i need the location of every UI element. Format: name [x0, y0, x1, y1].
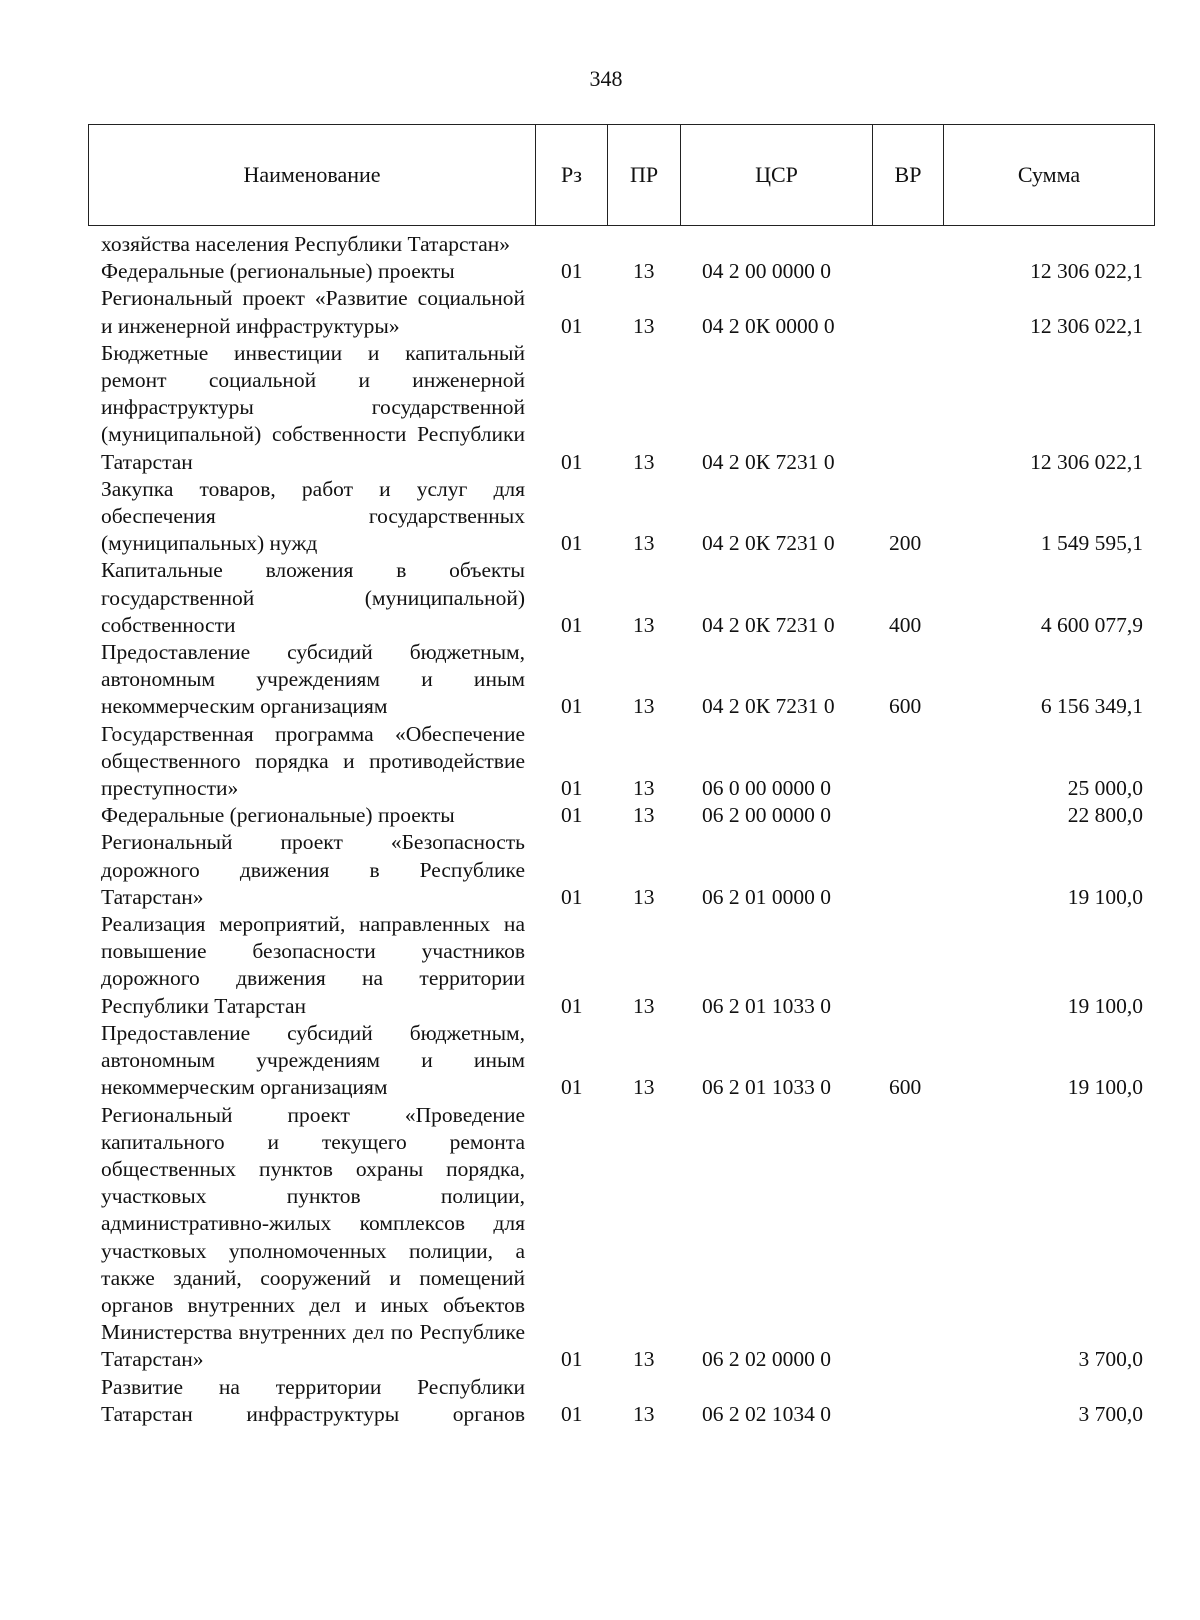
row-csr: 06 2 01 1033 0: [702, 1075, 831, 1100]
row-name: хозяйства населения Республики Татарстан»: [101, 232, 511, 256]
row-pr: 13: [633, 1075, 655, 1100]
row-name: Предоставление субсидий бюджетным, автономным учреждениям и иным некоммерческим организациям: [101, 640, 525, 719]
table-row: [0, 1102, 1200, 1374]
row-sum: 19 100,0: [1067, 884, 1143, 909]
header-name: Наименование: [89, 125, 536, 225]
row-pr: 13: [633, 803, 655, 828]
row-pr: 13: [633, 449, 655, 474]
row-csr: 06 2 02 1034 0: [702, 1401, 831, 1426]
row-rz: 01: [561, 1347, 583, 1372]
row-rz: 01: [561, 259, 583, 284]
row-rz: 01: [561, 531, 583, 556]
row-pr: 13: [633, 694, 655, 719]
row-csr: 06 2 01 0000 0: [702, 884, 831, 909]
table-row: [0, 802, 1200, 829]
table-row: [0, 231, 1200, 258]
row-pr: 13: [633, 993, 655, 1018]
row-rz: 01: [561, 313, 583, 338]
row-name: Реализация мероприятий, направленных на повышение безопасности участников дорожного движения на территории Республики Татарстан: [101, 912, 525, 1018]
row-pr: 13: [633, 884, 655, 909]
row-vr: 200: [889, 531, 922, 556]
row-csr: 04 2 0К 7231 0: [702, 612, 835, 637]
table-row: [0, 639, 1200, 721]
row-csr: 04 2 00 0000 0: [702, 259, 831, 284]
table-row: [0, 476, 1200, 558]
table-row: [0, 911, 1200, 1020]
row-name: Региональный проект «Проведение капитального и текущего ремонта общественных пунктов охраны порядка, участковых пунктов полиции, административно-жилых комплексов для участковых уполномоченных полиции, а также зданий, сооружений и помещений органов внутренних дел и иных объектов Министерства внутренних дел по Республике Татарстан»: [101, 1102, 525, 1372]
row-sum: 6 156 349,1: [1040, 694, 1143, 719]
row-vr: 600: [889, 694, 922, 719]
row-name: Региональный проект «Развитие социальной и инженерной инфраструктуры»: [101, 286, 525, 338]
row-pr: 13: [633, 259, 655, 284]
table-row: [0, 258, 1200, 285]
row-pr: 13: [633, 313, 655, 338]
table-row: [0, 1374, 1200, 1428]
row-rz: 01: [561, 993, 583, 1018]
row-rz: 01: [561, 694, 583, 719]
row-sum: 1 549 595,1: [1040, 531, 1143, 556]
row-name: Государственная программа «Обеспечение общественного порядка и противодействие преступности»: [101, 721, 525, 801]
row-pr: 13: [633, 1401, 655, 1426]
table-row: [0, 721, 1200, 803]
row-name: Предоставление субсидий бюджетным, автономным учреждениям и иным некоммерческим организациям: [101, 1020, 525, 1100]
row-sum: 12 306 022,1: [1030, 449, 1143, 474]
row-vr: 600: [889, 1075, 922, 1100]
table-row: [0, 340, 1200, 476]
row-csr: 04 2 0К 7231 0: [702, 531, 835, 556]
row-sum: 3 700,0: [1078, 1347, 1143, 1372]
row-name: Закупка товаров, работ и услуг для обеспечения государственных (муниципальных) нужд: [101, 476, 525, 556]
row-sum: 19 100,0: [1067, 1075, 1143, 1100]
row-csr: 06 2 00 0000 0: [702, 803, 831, 828]
row-rz: 01: [561, 449, 583, 474]
row-name: Федеральные (региональные) проекты: [101, 803, 455, 828]
row-csr: 06 2 01 1033 0: [702, 993, 831, 1018]
table-row: [0, 285, 1200, 339]
row-rz: 01: [561, 803, 583, 828]
header-rz: Рз: [536, 125, 608, 225]
row-sum: 22 800,0: [1067, 803, 1143, 828]
row-rz: 01: [561, 612, 583, 637]
row-name: Региональный проект «Безопасность дорожного движения в Республике Татарстан»: [101, 830, 525, 909]
row-sum: 19 100,0: [1067, 993, 1143, 1018]
row-csr: 04 2 0К 7231 0: [702, 694, 835, 719]
row-sum: 12 306 022,1: [1030, 259, 1143, 284]
row-pr: 13: [633, 612, 655, 637]
row-rz: 01: [561, 1075, 583, 1100]
row-csr: 04 2 0К 7231 0: [702, 449, 835, 474]
row-sum: 4 600 077,9: [1040, 612, 1143, 637]
row-rz: 01: [561, 1401, 583, 1426]
row-pr: 13: [633, 776, 655, 801]
row-sum: 25 000,0: [1067, 776, 1143, 801]
table-row: [0, 557, 1200, 639]
table-row: [0, 1020, 1200, 1102]
table-header: [88, 124, 1155, 226]
row-name: Федеральные (региональные) проекты: [101, 259, 455, 284]
page-number: 348: [589, 66, 623, 91]
row-vr: 400: [889, 612, 922, 637]
row-csr: 06 2 02 0000 0: [702, 1347, 831, 1372]
header-csr: ЦСР: [681, 125, 873, 225]
row-sum: 12 306 022,1: [1030, 313, 1143, 338]
row-pr: 13: [633, 531, 655, 556]
row-name: Развитие на территории Республики Татарстан инфраструктуры органов: [101, 1374, 525, 1426]
row-rz: 01: [561, 776, 583, 801]
row-name: Бюджетные инвестиции и капитальный ремонт социальной и инженерной инфраструктуры государственной (муниципальной) собственности Республики Татарстан: [101, 340, 525, 474]
row-pr: 13: [633, 1347, 655, 1372]
row-csr: 04 2 0К 0000 0: [702, 313, 835, 338]
header-pr: ПР: [608, 125, 681, 225]
row-sum: 3 700,0: [1078, 1401, 1143, 1426]
table-body: [0, 231, 1200, 1428]
header-sum: Сумма: [1017, 162, 1081, 187]
table-row: [0, 829, 1200, 911]
row-name: Капитальные вложения в объекты государственной (муниципальной) собственности: [101, 558, 525, 637]
row-rz: 01: [561, 884, 583, 909]
header-vr: ВР: [873, 125, 944, 225]
row-csr: 06 0 00 0000 0: [702, 776, 831, 801]
